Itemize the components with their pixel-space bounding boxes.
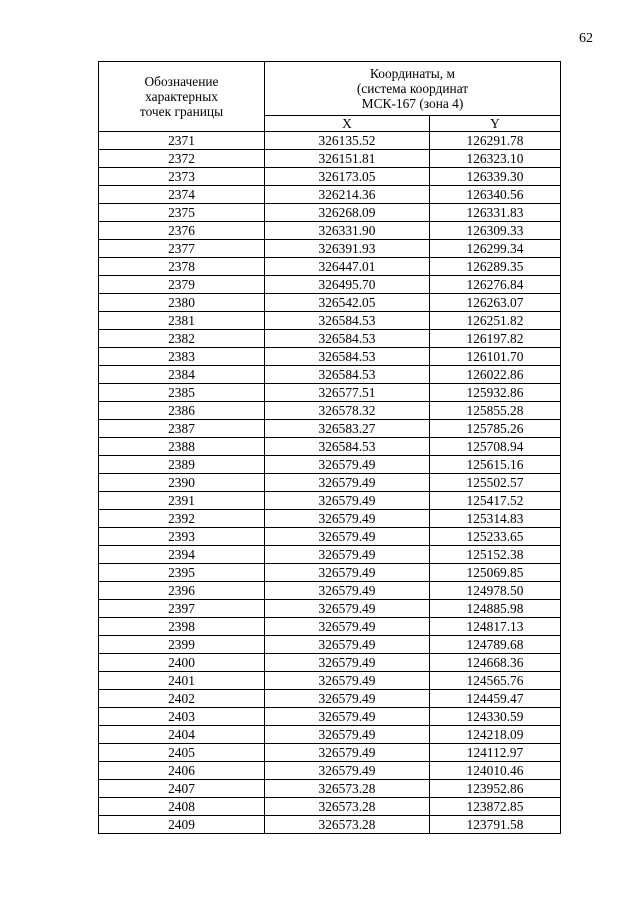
point-id-cell: 2386 xyxy=(99,402,265,420)
coordinates-table xyxy=(98,61,561,834)
point-id-cell: 2395 xyxy=(99,564,265,582)
table-row xyxy=(99,528,561,546)
table-row xyxy=(99,258,561,276)
point-id-cell: 2385 xyxy=(99,384,265,402)
table-row xyxy=(99,420,561,438)
y-coordinate-cell: 126291.78 xyxy=(430,132,561,150)
x-coordinate-cell: 326391.93 xyxy=(265,240,430,258)
x-coordinate-cell: 326135.52 xyxy=(265,132,430,150)
point-id-cell: 2390 xyxy=(99,474,265,492)
y-coordinate-cell: 125417.52 xyxy=(430,492,561,510)
point-id-cell: 2375 xyxy=(99,204,265,222)
x-coordinate-cell: 326573.28 xyxy=(265,798,430,816)
y-coordinate-cell: 124218.09 xyxy=(430,726,561,744)
x-coordinate-cell: 326579.49 xyxy=(265,744,430,762)
y-coordinate-cell: 124978.50 xyxy=(430,582,561,600)
y-coordinate-cell: 124817.13 xyxy=(430,618,561,636)
y-coordinate-cell: 123791.58 xyxy=(430,816,561,834)
y-coordinate-cell: 124885.98 xyxy=(430,600,561,618)
table-row xyxy=(99,384,561,402)
y-coordinate-cell: 125314.83 xyxy=(430,510,561,528)
table-row xyxy=(99,204,561,222)
x-coordinate-cell: 326579.49 xyxy=(265,600,430,618)
x-coordinate-cell: 326579.49 xyxy=(265,762,430,780)
y-coordinate-cell: 126331.83 xyxy=(430,204,561,222)
table-row xyxy=(99,150,561,168)
x-coordinate-cell: 326579.49 xyxy=(265,726,430,744)
x-coordinate-cell: 326579.49 xyxy=(265,456,430,474)
point-id-cell: 2409 xyxy=(99,816,265,834)
point-id-cell: 2389 xyxy=(99,456,265,474)
table-row xyxy=(99,366,561,384)
y-coordinate-cell: 125615.16 xyxy=(430,456,561,474)
table-row xyxy=(99,348,561,366)
table-row xyxy=(99,780,561,798)
point-id-cell: 2388 xyxy=(99,438,265,456)
point-id-cell: 2402 xyxy=(99,690,265,708)
x-coordinate-cell: 326331.90 xyxy=(265,222,430,240)
table-row xyxy=(99,672,561,690)
y-coordinate-cell: 126251.82 xyxy=(430,312,561,330)
y-coordinate-cell: 126263.07 xyxy=(430,294,561,312)
y-coordinate-cell: 126323.10 xyxy=(430,150,561,168)
y-coordinate-cell: 123952.86 xyxy=(430,780,561,798)
point-id-cell: 2392 xyxy=(99,510,265,528)
page-number: 62 xyxy=(579,31,593,46)
y-coordinate-cell: 125152.38 xyxy=(430,546,561,564)
table-row xyxy=(99,618,561,636)
table-row xyxy=(99,708,561,726)
point-id-cell: 2400 xyxy=(99,654,265,672)
point-id-cell: 2382 xyxy=(99,330,265,348)
y-coordinate-cell: 126309.33 xyxy=(430,222,561,240)
point-id-cell: 2404 xyxy=(99,726,265,744)
point-id-cell: 2374 xyxy=(99,186,265,204)
y-coordinate-cell: 125233.65 xyxy=(430,528,561,546)
point-id-cell: 2399 xyxy=(99,636,265,654)
table-row xyxy=(99,546,561,564)
y-coordinate-cell: 125069.85 xyxy=(430,564,561,582)
table-row xyxy=(99,132,561,150)
y-coordinate-cell: 126197.82 xyxy=(430,330,561,348)
x-coordinate-cell: 326579.49 xyxy=(265,492,430,510)
point-id-cell: 2391 xyxy=(99,492,265,510)
table-row xyxy=(99,654,561,672)
y-coordinate-cell: 123872.85 xyxy=(430,798,561,816)
table-row xyxy=(99,402,561,420)
x-coordinate-cell: 326579.49 xyxy=(265,546,430,564)
x-coordinate-cell: 326577.51 xyxy=(265,384,430,402)
point-id-cell: 2376 xyxy=(99,222,265,240)
table-row xyxy=(99,276,561,294)
point-id-cell: 2383 xyxy=(99,348,265,366)
x-coordinate-cell: 326584.53 xyxy=(265,330,430,348)
coords-header-line: (система координат xyxy=(356,81,469,96)
y-coordinate-cell: 124112.97 xyxy=(430,744,561,762)
table-row xyxy=(99,186,561,204)
point-id-cell: 2371 xyxy=(99,132,265,150)
point-id-cell: 2405 xyxy=(99,744,265,762)
x-coordinate-cell: 326579.49 xyxy=(265,582,430,600)
point-id-cell: 2393 xyxy=(99,528,265,546)
table-body xyxy=(99,132,561,834)
y-coordinate-cell: 124459.47 xyxy=(430,690,561,708)
x-coordinate-cell: 326579.49 xyxy=(265,510,430,528)
point-id-cell: 2406 xyxy=(99,762,265,780)
x-coordinate-cell: 326584.53 xyxy=(265,366,430,384)
table-row xyxy=(99,744,561,762)
point-id-cell: 2377 xyxy=(99,240,265,258)
x-coordinate-cell: 326579.49 xyxy=(265,474,430,492)
x-coordinate-cell: 326214.36 xyxy=(265,186,430,204)
coords-header-line: МСК-167 (зона 4) xyxy=(361,96,464,111)
table-row xyxy=(99,798,561,816)
table-row xyxy=(99,456,561,474)
point-id-cell: 2387 xyxy=(99,420,265,438)
x-coordinate-cell: 326495.70 xyxy=(265,276,430,294)
table-row xyxy=(99,600,561,618)
y-coordinate-cell: 126101.70 xyxy=(430,348,561,366)
table-row xyxy=(99,222,561,240)
x-coordinate-cell: 326579.49 xyxy=(265,690,430,708)
table-row xyxy=(99,690,561,708)
coords-header-line: Координаты, м xyxy=(370,66,455,81)
y-coordinate-cell: 125855.28 xyxy=(430,402,561,420)
y-coordinate-cell: 124565.76 xyxy=(430,672,561,690)
y-column-header: Y xyxy=(430,116,561,132)
point-id-cell: 2372 xyxy=(99,150,265,168)
x-coordinate-cell: 326579.49 xyxy=(265,654,430,672)
point-id-cell: 2408 xyxy=(99,798,265,816)
point-id-cell: 2394 xyxy=(99,546,265,564)
x-coordinate-cell: 326578.32 xyxy=(265,402,430,420)
point-id-cell: 2396 xyxy=(99,582,265,600)
x-coordinate-cell: 326151.81 xyxy=(265,150,430,168)
table-row xyxy=(99,240,561,258)
table-row xyxy=(99,726,561,744)
y-coordinate-cell: 124330.59 xyxy=(430,708,561,726)
table-row xyxy=(99,510,561,528)
table-row xyxy=(99,564,561,582)
y-coordinate-cell: 126339.30 xyxy=(430,168,561,186)
table-row xyxy=(99,492,561,510)
coordinates-header xyxy=(265,62,561,116)
x-coordinate-cell: 326579.49 xyxy=(265,708,430,726)
y-coordinate-cell: 126276.84 xyxy=(430,276,561,294)
x-coordinate-cell: 326579.49 xyxy=(265,636,430,654)
point-id-cell: 2380 xyxy=(99,294,265,312)
point-id-cell: 2379 xyxy=(99,276,265,294)
x-coordinate-cell: 326573.28 xyxy=(265,780,430,798)
table-row xyxy=(99,762,561,780)
table-row xyxy=(99,312,561,330)
y-coordinate-cell: 126022.86 xyxy=(430,366,561,384)
x-coordinate-cell: 326579.49 xyxy=(265,618,430,636)
point-id-cell: 2373 xyxy=(99,168,265,186)
y-coordinate-cell: 125932.86 xyxy=(430,384,561,402)
table-row xyxy=(99,816,561,834)
x-coordinate-cell: 326584.53 xyxy=(265,312,430,330)
y-coordinate-cell: 124789.68 xyxy=(430,636,561,654)
y-coordinate-cell: 124010.46 xyxy=(430,762,561,780)
point-id-cell: 2401 xyxy=(99,672,265,690)
x-coordinate-cell: 326584.53 xyxy=(265,438,430,456)
table-header xyxy=(99,62,561,132)
y-coordinate-cell: 126289.35 xyxy=(430,258,561,276)
y-coordinate-cell: 125502.57 xyxy=(430,474,561,492)
point-id-cell: 2407 xyxy=(99,780,265,798)
point-id-cell: 2384 xyxy=(99,366,265,384)
x-coordinate-cell: 326573.28 xyxy=(265,816,430,834)
y-coordinate-cell: 125708.94 xyxy=(430,438,561,456)
table-row xyxy=(99,474,561,492)
y-coordinate-cell: 126340.56 xyxy=(430,186,561,204)
y-coordinate-cell: 126299.34 xyxy=(430,240,561,258)
x-coordinate-cell: 326173.05 xyxy=(265,168,430,186)
table-row xyxy=(99,294,561,312)
point-id-cell: 2398 xyxy=(99,618,265,636)
x-coordinate-cell: 326447.01 xyxy=(265,258,430,276)
table-row xyxy=(99,330,561,348)
point-header-line: характерных xyxy=(145,89,218,104)
table-row xyxy=(99,582,561,600)
x-coordinate-cell: 326583.27 xyxy=(265,420,430,438)
point-header-line: Обозначение xyxy=(144,74,219,89)
point-header-line: точек границы xyxy=(139,104,224,119)
point-id-cell: 2397 xyxy=(99,600,265,618)
table-row xyxy=(99,438,561,456)
point-designation-header xyxy=(99,62,265,132)
table-row xyxy=(99,168,561,186)
point-id-cell: 2378 xyxy=(99,258,265,276)
x-coordinate-cell: 326579.49 xyxy=(265,528,430,546)
x-coordinate-cell: 326579.49 xyxy=(265,564,430,582)
x-coordinate-cell: 326579.49 xyxy=(265,672,430,690)
y-coordinate-cell: 124668.36 xyxy=(430,654,561,672)
x-coordinate-cell: 326584.53 xyxy=(265,348,430,366)
x-coordinate-cell: 326268.09 xyxy=(265,204,430,222)
y-coordinate-cell: 125785.26 xyxy=(430,420,561,438)
table-row xyxy=(99,636,561,654)
x-column-header: X xyxy=(265,116,430,132)
x-coordinate-cell: 326542.05 xyxy=(265,294,430,312)
point-id-cell: 2381 xyxy=(99,312,265,330)
point-id-cell: 2403 xyxy=(99,708,265,726)
